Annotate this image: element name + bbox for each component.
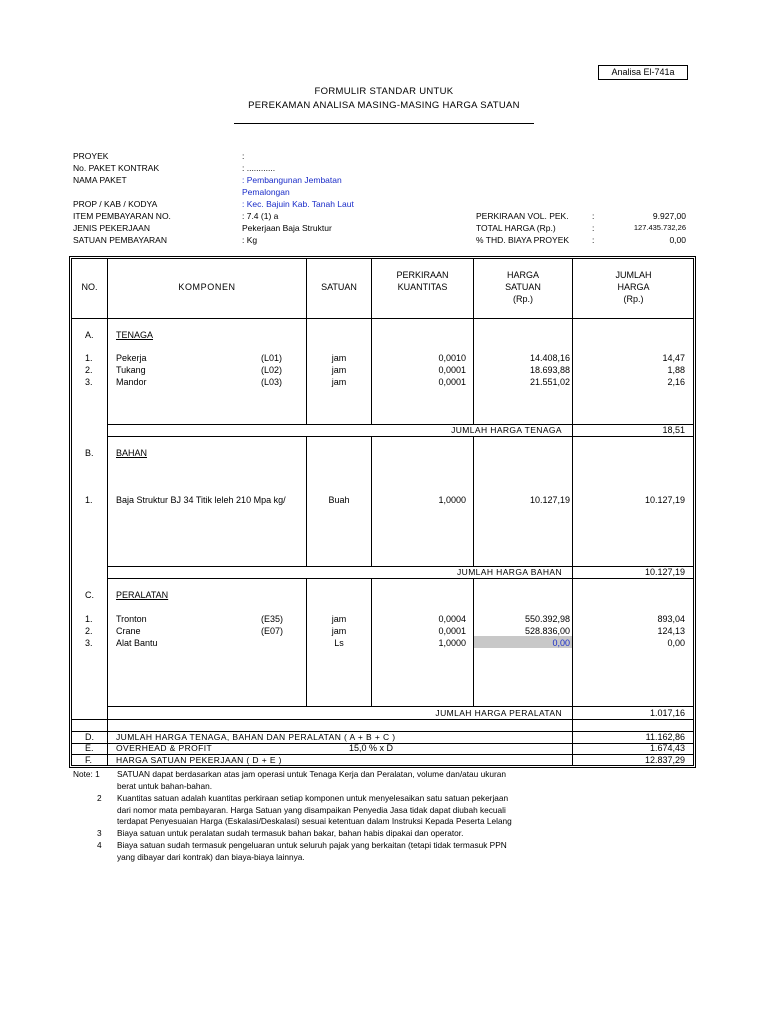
- vol-colon: :: [592, 211, 595, 221]
- row-f-label: HARGA SATUAN PEKERJAAN ( D + E ): [116, 755, 282, 765]
- table-row-qty: 1,0000: [438, 495, 466, 505]
- vol-label: PERKIRAAN VOL. PEK.: [476, 211, 569, 221]
- table-row-total: 10.127,19: [644, 495, 685, 505]
- table-row-qty: 0,0004: [438, 614, 466, 624]
- table-row-no: 3.: [85, 377, 93, 387]
- table-row-unit: jam: [331, 365, 347, 375]
- bahan-sum-label: JUMLAH HARGA BAHAN: [457, 567, 562, 577]
- col-header-harga-3: (Rp.): [513, 294, 533, 304]
- item-label: ITEM PEMBAYARAN NO.: [73, 211, 171, 221]
- satuan-value: : Kg: [242, 235, 258, 245]
- peralatan-sum-top: [107, 706, 694, 707]
- table-row-unit: jam: [331, 614, 347, 624]
- table-row-total: 0,00: [667, 638, 685, 648]
- table-row-total: 893,04: [657, 614, 685, 624]
- note-4-line-2: yang dibayar dari kontrak) dan biaya-biaya lainnya.: [117, 852, 305, 862]
- table-row-qty: 1,0000: [438, 638, 466, 648]
- note-4-line-1: Biaya satuan sudah termasuk pengeluaran untuk seluruh pajak yang berkaitan (tetapi tidak termasuk PPN: [117, 840, 507, 850]
- analysis-table-inner: [71, 258, 694, 766]
- vol-value: 9.927,00: [652, 211, 686, 221]
- bahan-sum-bottom: [107, 578, 694, 579]
- pct-colon: :: [592, 235, 595, 245]
- table-row-name: Crane: [116, 626, 141, 636]
- table-row-code: (L01): [261, 353, 283, 363]
- col-header-harga-1: HARGA: [506, 270, 539, 280]
- col-header-kuantitas-2: KUANTITAS: [397, 282, 448, 292]
- table-row-price: 10.127,19: [529, 495, 570, 505]
- table-row-code: (E07): [261, 626, 284, 636]
- item-value: : 7.4 (1) a: [242, 211, 279, 221]
- jenis-value: Pekerjaan Baja Struktur: [242, 223, 332, 233]
- table-row-no: 1.: [85, 353, 93, 363]
- nama-paket-value-cont: Pemalongan: [242, 187, 290, 197]
- proyek-label: PROYEK: [73, 151, 109, 161]
- satuan-label: SATUAN PEMBAYARAN: [73, 235, 167, 245]
- row-e-letter: E.: [85, 743, 94, 753]
- total-colon: :: [592, 223, 595, 233]
- col-header-satuan: SATUAN: [321, 282, 357, 292]
- row-e-label: OVERHEAD & PROFIT: [116, 743, 213, 753]
- table-row-price: 14.408,16: [529, 353, 570, 363]
- row-f-value: 12.837,29: [644, 755, 685, 765]
- note-1-line-2: berat untuk bahan-bahan.: [117, 781, 213, 791]
- note-2-number: 2: [97, 793, 102, 803]
- jenis-label: JENIS PEKERJAAN: [73, 223, 150, 233]
- section-title-tenaga: TENAGA: [116, 330, 154, 340]
- tenaga-sum-label: JUMLAH HARGA TENAGA: [451, 425, 562, 435]
- col-header-no: NO.: [81, 282, 98, 292]
- table-row-name: Baja Struktur BJ 34 Titik leleh 210 Mpa kg/: [116, 495, 286, 505]
- table-row-qty: 0,0001: [438, 377, 466, 387]
- row-d-label: JUMLAH HARGA TENAGA, BAHAN DAN PERALATAN ( A + B + C ): [116, 732, 396, 742]
- prop-label: PROP / KAB / KODYA: [73, 199, 158, 209]
- table-row-qty: 0,0001: [438, 365, 466, 375]
- table-row-qty: 0,0010: [438, 353, 466, 363]
- nama-paket-value: : Pembangunan Jembatan: [242, 175, 342, 185]
- paket-kontrak-value: : ............: [242, 163, 276, 173]
- table-row-price: 18.693,88: [529, 365, 570, 375]
- table-row-unit: jam: [331, 377, 347, 387]
- row-e-percentage: 15,0 % x D: [349, 743, 394, 753]
- pct-label: % THD. BIAYA PROYEK: [476, 235, 570, 245]
- table-row-name: Tukang: [116, 365, 146, 375]
- notes-label: Note: 1: [73, 769, 100, 779]
- table-row-name: Tronton: [116, 614, 147, 624]
- section-letter-c: C.: [85, 590, 94, 600]
- prop-value: : Kec. Bajuin Kab. Tanah Laut: [242, 199, 354, 209]
- table-row-unit: jam: [331, 353, 347, 363]
- note-4-number: 4: [97, 840, 102, 850]
- section-title-peralatan: PERALATAN: [116, 590, 169, 600]
- paket-kontrak-label: No. PAKET KONTRAK: [73, 163, 160, 173]
- col-header-kuantitas-1: PERKIRAAN: [396, 270, 449, 280]
- section-letter-a: A.: [85, 330, 94, 340]
- total-value: 127.435.732,26: [633, 223, 686, 232]
- row-e-value: 1.674,43: [649, 743, 685, 753]
- peralatan-sum-value: 1.017,16: [649, 708, 685, 718]
- header-separator: [71, 318, 694, 319]
- table-row-total: 1,88: [667, 365, 685, 375]
- row-d-value: 11.162,86: [645, 732, 685, 742]
- table-row-price: 528.836,00: [524, 626, 570, 636]
- analysis-code-box: Analisa El-741a: [598, 65, 688, 80]
- table-row-no: 2.: [85, 626, 93, 636]
- bahan-sum-value: 10.127,19: [644, 567, 685, 577]
- col-header-jumlah-1: JUMLAH: [615, 270, 652, 280]
- table-row-no: 1.: [85, 495, 93, 505]
- table-row-name: Pekerja: [116, 353, 147, 363]
- form-title-line2: PEREKAMAN ANALISA MASING-MASING HARGA SATUAN: [248, 100, 520, 111]
- row-d-letter: D.: [85, 732, 94, 742]
- note-3-number: 3: [97, 828, 102, 838]
- table-row-no: 2.: [85, 365, 93, 375]
- col-harga-border: [572, 258, 573, 766]
- col-no-border: [107, 258, 108, 766]
- form-title-line1: FORMULIR STANDAR UNTUK: [314, 86, 454, 97]
- table-row-code: (E35): [261, 614, 284, 624]
- tenaga-sum-bottom: [107, 436, 694, 437]
- table-row-unit: jam: [331, 626, 347, 636]
- note-2-line-3: terdapat Penyesuaian Harga (Eskalasi/Deskalasi) sesuai ketentuan dalam Instruksi Kepada Peserta Lelang: [117, 816, 512, 826]
- note-3-line-1: Biaya satuan untuk peralatan sudah termasuk bahan bakar, bahan habis dipakai dan operator.: [117, 828, 464, 838]
- table-row-code: (L03): [261, 377, 283, 387]
- nama-paket-label: NAMA PAKET: [73, 175, 127, 185]
- col-header-komponen: KOMPONEN: [178, 282, 236, 292]
- peralatan-sum-label: JUMLAH HARGA PERALATAN: [435, 708, 562, 718]
- table-row-price: 550.392,98: [524, 614, 570, 624]
- section-letter-b: B.: [85, 448, 94, 458]
- tenaga-sum-value: 18,51: [662, 425, 685, 435]
- note-2-line-2: dari nomor mata pembayaran. Harga Satuan yang disampaikan Penyedia Jasa tidak dapat diubah kecuali: [117, 805, 506, 815]
- table-row-no: 3.: [85, 638, 93, 648]
- table-row-qty: 0,0001: [438, 626, 466, 636]
- col-header-jumlah-2: HARGA: [617, 282, 650, 292]
- row-f-letter: F.: [85, 755, 93, 765]
- table-row-total: 2,16: [667, 377, 685, 387]
- pct-value: 0,00: [669, 235, 686, 245]
- table-row-total: 124,13: [657, 626, 685, 636]
- proyek-value: :: [242, 151, 245, 161]
- table-row-price[interactable]: 0,00: [552, 638, 570, 648]
- table-row-unit: Buah: [328, 495, 350, 505]
- table-row-name: Alat Bantu: [116, 638, 158, 648]
- peralatan-sum-bottom: [71, 719, 694, 720]
- note-2-line-1: Kuantitas satuan adalah kuantitas perkiraan setiap komponen untuk menyelesaikan satu satuan pekerjaan: [117, 793, 509, 803]
- table-row-no: 1.: [85, 614, 93, 624]
- col-header-harga-2: SATUAN: [505, 282, 541, 292]
- table-row-price: 21.551,02: [529, 377, 570, 387]
- col-header-jumlah-3: (Rp.): [623, 294, 644, 304]
- section-title-bahan: BAHAN: [116, 448, 148, 458]
- table-row-code: (L02): [261, 365, 283, 375]
- table-row-unit: Ls: [334, 638, 344, 648]
- title-underline: [234, 123, 534, 124]
- table-row-total: 14,47: [662, 353, 685, 363]
- table-row-name: Mandor: [116, 377, 147, 387]
- note-1-line-1: SATUAN dapat berdasarkan atas jam operasi untuk Tenaga Kerja dan Peralatan, volume dan/atau ukuran: [117, 769, 506, 779]
- total-label: TOTAL HARGA (Rp.): [476, 223, 556, 233]
